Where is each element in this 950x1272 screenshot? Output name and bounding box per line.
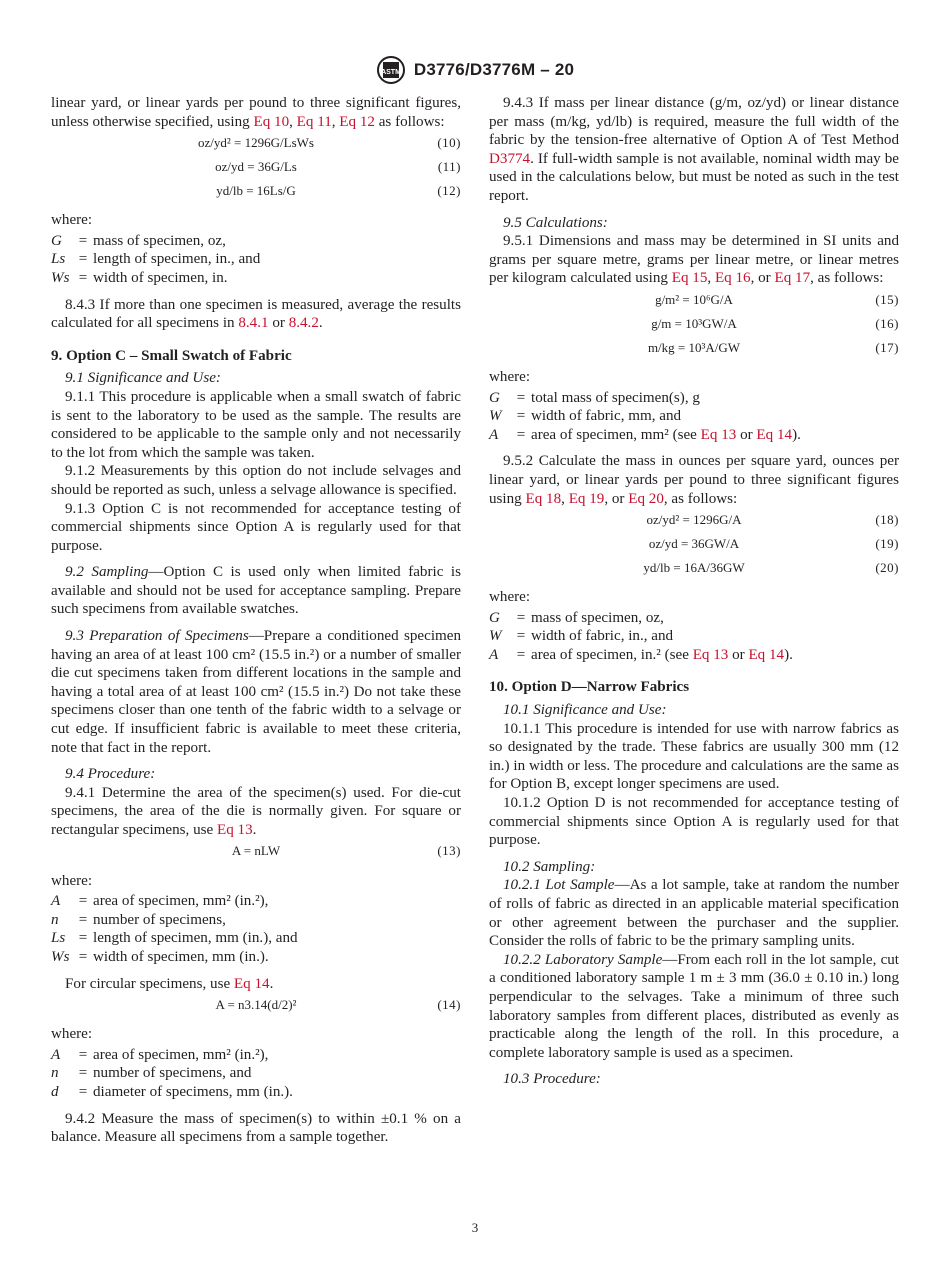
right-column — [489, 94, 899, 1089]
paragraph-9-1-2: 9.1.2 Measurements by this option do not include selvages and should be reported as such, unless a selvage allowance is specified. — [51, 463, 461, 498]
paragraph-10-2-1: 10.2.1 Lot Sample—As a lot sample, take at random the number of rolls of fabric as directed in an applicable material specification or other agreement between the purchaser and the supplier. Consider the rolls of fabric to be the primary sampling units. — [489, 877, 899, 950]
where-label: where: — [489, 589, 531, 606]
section-10-heading: 10. Option D—Narrow Fabrics — [489, 679, 690, 696]
equation-16: g/m = 10³GW/A (16) — [651, 315, 899, 331]
equation-18: oz/yd² = 1296G/A (18) — [646, 511, 899, 527]
definition-item: Ls = length of specimen, in., and — [51, 251, 261, 268]
left-column — [51, 94, 461, 1147]
where-label: where: — [51, 1026, 93, 1043]
eq14-link[interactable]: Eq 14 — [233, 975, 270, 992]
astm-logo-icon — [376, 55, 406, 85]
paragraph-9-1-3: 9.1.3 Option C is not recommended for acceptance testing of commercial shipments since Option A is regularly used for that purpose. — [51, 500, 461, 554]
paragraph-10-1-1: 10.1.1 This procedure is intended for use with narrow fabrics as so designated by the trade. These fabrics are usually 300 mm (12 in.) in width or less. The procedure and calculations are the same as for Option B, except longer specimens are used. — [489, 720, 899, 793]
equation-11: oz/yd = 36G/Ls (11) — [215, 158, 461, 174]
paragraph-9-5-2: 9.5.2 Calculate the mass in ounces per square yard, ounces per linear yard, or linear yards per pound to three significant figures using Eq 18, Eq 19, or Eq 20, as follows: — [489, 453, 899, 507]
paragraph-9-3: 9.3 Preparation of Specimens—Prepare a conditioned specimen having an area of at least 100 cm² (15.5 in.²) or a number of smaller die cut specimens taken from different locations in the sample and having a total area of at least 100 cm² (15.5 in.²) Do not take these specimens closer than one tenth of the fabric width to a selvage or cut edge. If insufficient fabric is available to meet these criteria, note that fact in the report. — [51, 628, 461, 756]
ref-8-4-1-link[interactable]: 8.4.1 — [238, 315, 269, 332]
definition-item: n = number of specimens, and — [51, 1065, 252, 1082]
definition-item: n = number of specimens, — [51, 911, 226, 928]
definitions-list — [489, 389, 899, 445]
equation-14: A = n3.14(d/2)² (14) — [215, 996, 461, 1012]
page-number: 3 — [471, 1220, 479, 1235]
definition-item: W = width of fabric, in., and — [489, 628, 674, 645]
equation-17: m/kg = 10³A/GW (17) — [647, 339, 899, 355]
paragraph-9-1: 9.1 Significance and Use: — [65, 370, 221, 387]
equation-10: oz/yd² = 1296G/LsWs (10) — [198, 134, 461, 150]
definition-item: A = area of specimen, mm² (in.²), — [51, 893, 269, 910]
definitions-list — [51, 232, 461, 288]
paragraph-10-2-2: 10.2.2 Laboratory Sample—From each roll in the lot sample, cut a conditioned laboratory sample 1 m ± 3 mm (36.0 ± 0.10 in.) long perpendicular to the selvages. Take a minimum of three such laboratory samples from different places, distributed as evenly as practicable along the length of the roll. In this procedure, a complete laboratory sample is used as a specimen. — [489, 951, 900, 1061]
svg-text:ASTM: ASTM — [380, 69, 401, 76]
eq14-link[interactable]: Eq 14 — [756, 426, 793, 443]
definition-item: A = area of specimen, mm² (in.²), — [51, 1046, 269, 1063]
document-id: D3776/D3776M – 20 — [413, 60, 575, 79]
paragraph-9-4-2: 9.4.2 Measure the mass of specimen(s) to within ±0.1 % on a balance. Measure all specimens from a sample together. — [51, 1110, 461, 1146]
eq16-link[interactable]: Eq 16 — [714, 270, 751, 287]
circular-specimens-paragraph: For circular specimens, use Eq 14. — [65, 975, 274, 992]
paragraph-10-1-2: 10.1.2 Option D is not recommended for acceptance testing of commercial shipments since Option A is regularly used for that purpose. — [489, 795, 899, 849]
intro-paragraph: linear yard, or linear yards per pound to three significant figures, unless otherwise specified, using Eq 10, Eq 11, Eq 12 as follows: — [51, 95, 461, 130]
definition-item: Ws = width of specimen, in. — [51, 269, 228, 286]
definition-item: G = mass of specimen, oz, — [489, 609, 664, 626]
equation-15: g/m² = 10⁶G/A (15) — [655, 291, 899, 307]
eq20-link[interactable]: Eq 20 — [628, 490, 664, 507]
paragraph-9-4-1: 9.4.1 Determine the area of the specimen(s) used. For die-cut specimens, the area of the die is normally given. For square or rectangular specimens, use Eq 13. — [51, 784, 461, 838]
equation-20: yd/lb = 16A/36GW (20) — [643, 559, 899, 575]
definitions-list — [489, 609, 899, 665]
page-header — [0, 55, 950, 85]
where-label: where: — [51, 872, 93, 889]
definitions-list — [51, 892, 461, 966]
paragraph-9-4-3: 9.4.3 If mass per linear distance (g/m, oz/yd) or linear distance per mass (m/kg, yd/lb) is required, measure the full width of the fabric by the tension-free alternative of Option A of Test Method D3774. If full-width sample is not available, nominal width may be used in the calculations below, but must be noted as such in the test report. — [489, 95, 899, 204]
paragraph-8-4-3: 8.4.3 If more than one specimen is measured, average the results calculated for all specimens in 8.4.1 or 8.4.2. — [51, 296, 461, 332]
definition-item: A = area of specimen, mm² (see Eq 13 or Eq 14). — [489, 426, 801, 443]
where-label: where: — [51, 212, 93, 229]
paragraph-9-1-1: 9.1.1 This procedure is applicable when a small swatch of fabric is sent to the laboratory to be used as the sample. The results are considered to be applicable to the sample only and not necessarily to the lot from which the sample was taken. — [51, 388, 461, 461]
definition-item: G = mass of specimen, oz, — [51, 232, 226, 249]
paragraph-9-4: 9.4 Procedure: — [65, 766, 156, 783]
d3774-link[interactable]: D3774 — [489, 150, 531, 167]
where-label: where: — [489, 368, 531, 385]
definition-item: W = width of fabric, mm, and — [489, 408, 682, 425]
eq10-link[interactable]: Eq 10 — [253, 113, 290, 130]
eq13-link[interactable]: Eq 13 — [216, 822, 253, 838]
paragraph-10-2: 10.2 Sampling: — [503, 858, 596, 875]
section-9-heading: 9. Option C – Small Swatch of Fabric — [51, 347, 292, 364]
equation-19: oz/yd = 36GW/A (19) — [648, 535, 899, 551]
definition-item: Ls = length of specimen, mm (in.), and — [51, 930, 298, 947]
paragraph-9-5: 9.5 Calculations: — [503, 214, 608, 231]
eq17-link[interactable]: Eq 17 — [774, 270, 811, 287]
eq13-link[interactable]: Eq 13 — [700, 426, 737, 443]
definition-item: d = diameter of specimens, mm (in.). — [51, 1083, 293, 1100]
definition-item: A = area of specimen, in.² (see Eq 13 or Eq 14). — [489, 646, 793, 663]
eq11-link[interactable]: Eq 11 — [296, 113, 332, 130]
ref-8-4-2-link[interactable]: 8.4.2 — [288, 315, 319, 332]
paragraph-10-1: 10.1 Significance and Use: — [503, 702, 667, 719]
definition-item: Ws = width of specimen, mm (in.). — [51, 948, 269, 965]
eq15-link[interactable]: Eq 15 — [671, 270, 708, 287]
definitions-list — [51, 1046, 461, 1102]
paragraph-10-3: 10.3 Procedure: — [503, 1071, 601, 1088]
eq13-link[interactable]: Eq 13 — [692, 646, 729, 663]
equation-13: A = nLW (13) — [231, 843, 461, 859]
eq18-link[interactable]: Eq 18 — [525, 490, 562, 507]
eq14-link[interactable]: Eq 14 — [748, 646, 785, 663]
eq12-link[interactable]: Eq 12 — [339, 113, 375, 130]
paragraph-9-5-1: 9.5.1 Dimensions and mass may be determined in SI units and grams per square metre, grams per linear metre, or linear metres per kilogram calculated using Eq 15, Eq 16, or Eq 17, as follows: — [489, 233, 899, 287]
equation-12: yd/lb = 16Ls/G (12) — [216, 182, 461, 198]
definition-item: G = total mass of specimen(s), g — [489, 389, 700, 406]
eq19-link[interactable]: Eq 19 — [568, 490, 605, 507]
paragraph-9-2: 9.2 Sampling—Option C is used only when limited fabric is available and should not be used for acceptance sampling. Prepare such specimens from available swatches. — [51, 564, 461, 618]
